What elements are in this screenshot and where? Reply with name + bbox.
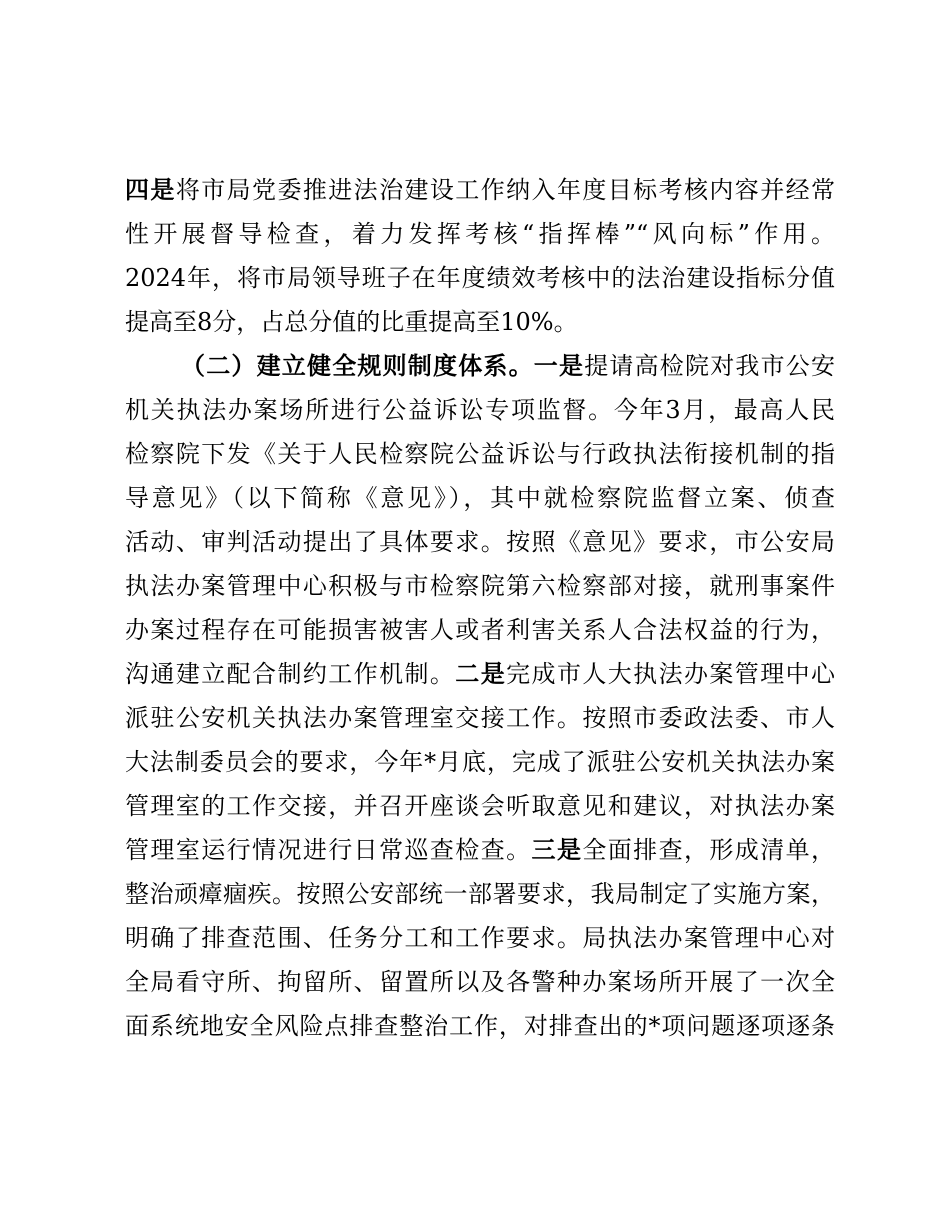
text-line — [125, 828, 835, 872]
text-line — [125, 740, 835, 784]
line-text: 执法办案管理中心积极与市检察院第六检察部对接，就刑事案件 — [125, 572, 835, 600]
text-line — [125, 1004, 835, 1048]
text-line — [125, 168, 835, 212]
line-text: 全局看守所、拘留所、留置所以及各警种办案场所开展了一次全 — [125, 968, 835, 996]
document-body — [125, 168, 835, 1048]
line-text: 沟通建立配合制约工作机制。 — [125, 660, 456, 688]
line-text: 将市局党委推进法治建设工作纳入年度目标考核内容并经常 — [175, 176, 836, 204]
text-line — [125, 564, 835, 608]
line-text: 检察院下发《关于人民检察院公益诉讼与行政执法衔接机制的指 — [125, 440, 835, 468]
text-line — [125, 432, 835, 476]
section-heading: （二）建立健全规则制度体系。一是 — [181, 351, 585, 380]
bold-marker: 三是 — [531, 835, 583, 864]
line-text: 导意见》（以下简称《意见》），其中就检察院监督立案、侦查 — [125, 484, 835, 512]
line-text: 活动、审判活动提出了具体要求。按照《意见》要求，市公安局 — [125, 528, 835, 556]
text-line — [125, 916, 835, 960]
text-line — [125, 872, 835, 916]
line-text: 大法制委员会的要求，今年*月底，完成了派驻公安机关执法办案 — [125, 748, 835, 776]
line-text: 机关执法办案场所进行公益诉讼专项监督。今年3月，最高人民 — [125, 396, 835, 424]
bold-marker: 二是 — [455, 659, 507, 688]
text-line — [125, 960, 835, 1004]
text-line — [125, 388, 835, 432]
line-text: 管理室的工作交接，并召开座谈会听取意见和建议，对执法办案 — [125, 792, 835, 820]
text-line — [125, 652, 835, 696]
section-heading-line — [125, 344, 835, 388]
text-line — [125, 300, 835, 344]
bold-marker: 四是 — [125, 175, 176, 204]
text-line — [125, 784, 835, 828]
text-line — [125, 608, 835, 652]
line-text: 完成市人大执法办案管理中心 — [506, 660, 836, 688]
line-text: 明确了排查范围、任务分工和工作要求。局执法办案管理中心对 — [125, 924, 835, 952]
text-line — [125, 696, 835, 740]
text-line — [125, 476, 835, 520]
line-text: 提高至8分，占总分值的比重提高至10%。 — [125, 308, 578, 336]
line-text: 提请高检院对我市公安 — [584, 352, 836, 380]
line-text: 面系统地安全风险点排查整治工作，对排查出的*项问题逐项逐条 — [125, 1012, 835, 1040]
line-text: 全面排查，形成清单， — [582, 836, 836, 864]
line-text: 派驻公安机关执法办案管理室交接工作。按照市委政法委、市人 — [125, 704, 835, 732]
text-line — [125, 520, 835, 564]
text-line — [125, 212, 835, 256]
line-text: 2024年，将市局领导班子在年度绩效考核中的法治建设指标分值 — [125, 264, 835, 292]
line-text: 整治顽瘴痼疾。按照公安部统一部署要求，我局制定了实施方案， — [125, 880, 835, 908]
line-text: 管理室运行情况进行日常巡查检查。 — [125, 836, 532, 864]
line-text: 性开展督导检查，着力发挥考核“指挥棒”“风向标”作用。 — [125, 220, 835, 248]
line-text: 办案过程存在可能损害被害人或者利害关系人合法权益的行为， — [125, 616, 835, 644]
text-line — [125, 256, 835, 300]
